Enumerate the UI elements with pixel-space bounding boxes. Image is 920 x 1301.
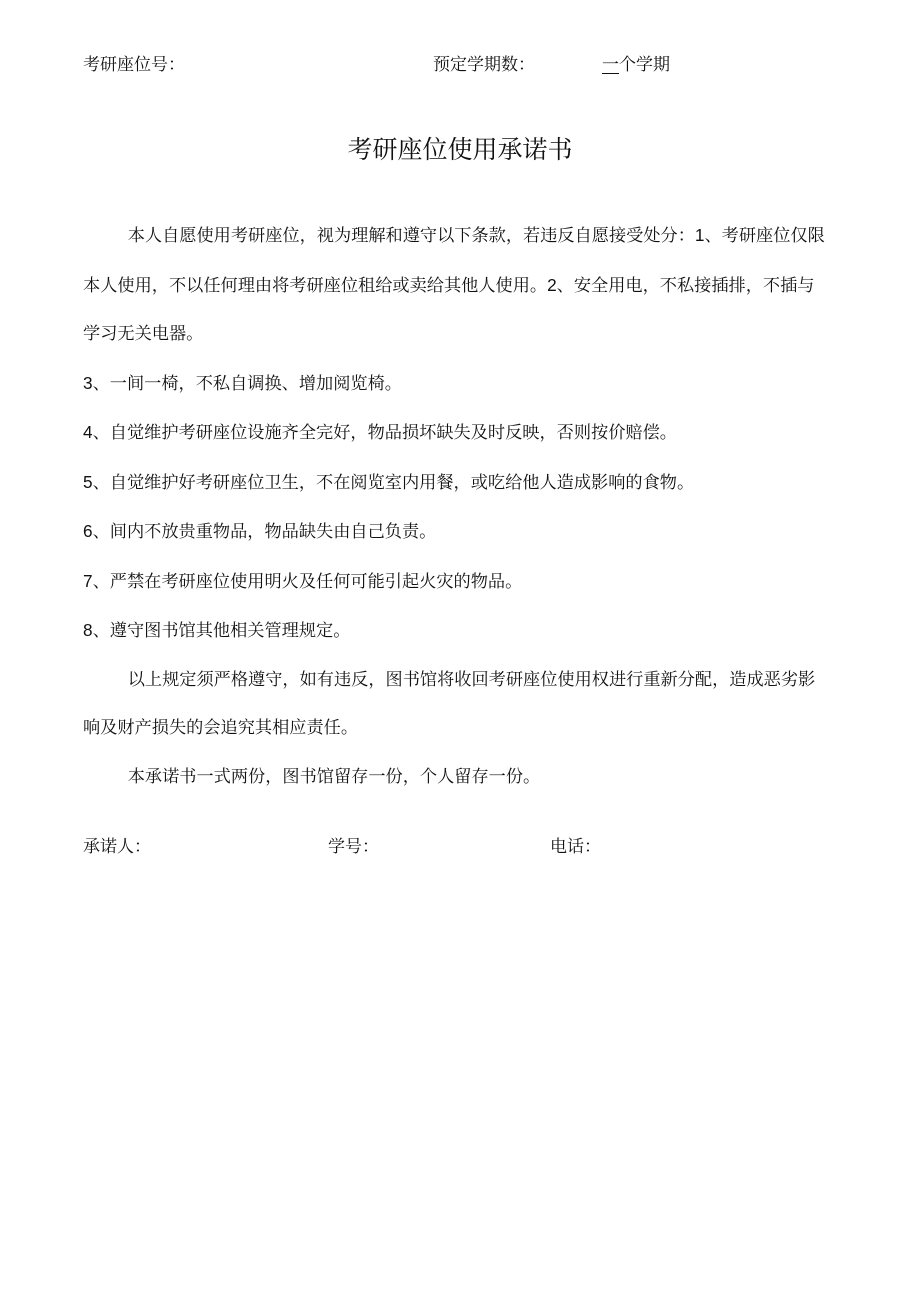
clause-number: 2 bbox=[547, 274, 557, 295]
rule-number: 7 bbox=[83, 570, 93, 591]
rule-text: 、一间一椅，不私自调换、增加阅览椅。 bbox=[92, 373, 402, 394]
term-count-value-rest: 个学期 bbox=[619, 55, 670, 75]
rule-item bbox=[83, 359, 827, 409]
copies-paragraph: 本承诺书一式两份，图书馆留存一份，个人留存一份。 bbox=[127, 766, 541, 787]
term-count-label: 预定学期数： bbox=[433, 55, 535, 75]
document-body bbox=[83, 211, 827, 801]
rule-item bbox=[83, 408, 827, 458]
signature-row bbox=[0, 834, 920, 860]
clause-text: 、考研座位仅限本人使用，不以任何理由将考研座位租给或卖给其他人使用。 bbox=[83, 226, 825, 296]
intro-paragraph bbox=[83, 211, 827, 359]
clause-number: 1 bbox=[694, 225, 705, 245]
rule-text: 、自觉维护考研座位设施齐全完好，物品损坏缺失及时反映，否则按价赔偿。 bbox=[92, 423, 677, 443]
rule-number: 8 bbox=[83, 620, 93, 640]
closing-paragraph: 以上规定须严格遵守，如有违反，图书馆将收回考研座位使用权进行重新分配，造成恶劣影响及财产损失的会追究其相应责任。 bbox=[83, 669, 816, 738]
student-id-label: 学号： bbox=[328, 837, 379, 857]
document-title: 考研座位使用承诺书 bbox=[347, 135, 573, 164]
header-row bbox=[0, 52, 920, 78]
phone-label: 电话： bbox=[550, 837, 601, 857]
rule-text: 、遵守图书馆其他相关管理规定。 bbox=[92, 621, 351, 641]
rule-number: 4 bbox=[83, 422, 93, 442]
rule-item bbox=[83, 557, 827, 607]
term-count-value-first: 一 bbox=[602, 55, 619, 75]
term-count-value bbox=[602, 52, 670, 78]
rule-number: 5 bbox=[83, 471, 93, 492]
rule-text: 、间内不放贵重物品，物品缺失由自己负责。 bbox=[92, 522, 437, 542]
rule-number: 3 bbox=[83, 372, 93, 393]
seat-number-label: 考研座位号： bbox=[83, 55, 185, 75]
intro-text: 本人自愿使用考研座位，视为理解和遵守以下条款，若违反自愿接受处分： bbox=[127, 226, 695, 246]
rule-number: 6 bbox=[83, 521, 93, 541]
rule-item bbox=[83, 458, 827, 508]
rule-text: 、自觉维护好考研座位卫生，不在阅览室内用餐，或吃给他人造成影响的食物。 bbox=[92, 472, 695, 493]
rule-item bbox=[83, 606, 827, 656]
signer-label: 承诺人： bbox=[83, 837, 151, 857]
clause-text: 、安全用电，不私接插排，不插与学习无关电器。 bbox=[83, 275, 815, 344]
rule-text: 、严禁在考研座位使用明火及任何可能引起火灾的物品。 bbox=[92, 571, 523, 592]
rule-item bbox=[83, 507, 827, 557]
